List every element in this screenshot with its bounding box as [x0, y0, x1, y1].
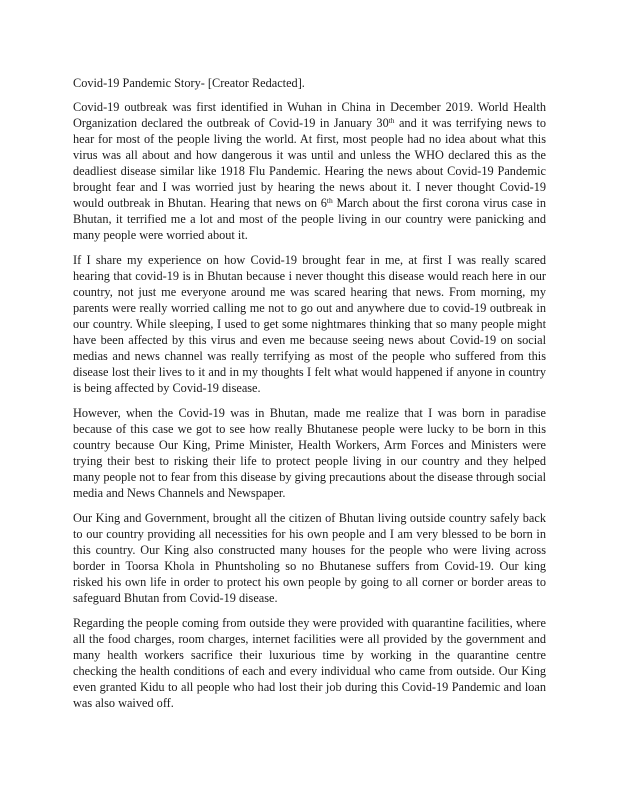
paragraph-text: Our King and Government, brought all the citizen of Bhutan living outside country safely back to our country providing all necessities for his own people and I am very blessed to be born in this country. Our King also constructed many houses for the people who were living across border in Toorsa Khola in Phuntsholing so no Bhutanese suffers from Covid-19. Our king risked his own life in order to protect his own people by going to all corner or border areas to safeguard Bhutan from Covid-19 disease.: [73, 511, 546, 605]
document-page: [73, 75, 546, 720]
paragraph-text: Covid-19 outbreak was first identified in Wuhan in China in December 2019. World Health Organization declared the outbreak of Covid-19 in January 30: [73, 100, 546, 130]
paragraph-1: [73, 99, 546, 243]
ordinal-superscript: th: [326, 196, 333, 205]
paragraph-5: [73, 615, 546, 711]
paragraph-3: [73, 405, 546, 501]
paragraph-text: Regarding the people coming from outside they were provided with quarantine facilities, where all the food charges, room charges, internet facilities were all provided by the government and many health workers sacrifice their luxurious time by working in the quarantine centre checking the health conditions of each and every individual who came from outside. Our King even granted Kidu to all people who had lost their job during this Covid-19 Pandemic and loan was also waived off.: [73, 616, 546, 710]
paragraph-text: If I share my experience on how Covid-19 brought fear in me, at first I was really scared hearing that covid-19 is in Bhutan because i never thought this disease would reach here in our country, not just me everyone around me was scared hearing that news. From morning, my parents were really worried calling me not to go out and anywhere due to covid-19 outbreak in our country. While sleeping, I used to get some nightmares thinking that so many people might have been affected by this virus and even me because seeing news about Covid-19 on social medias and news channel was really terrifying as most of the people who suffered from this disease lost their lives to it and in my thoughts I felt what would happened if anyone in country is being affected by Covid-19 disease.: [73, 253, 546, 395]
paragraph-4: [73, 510, 546, 606]
document-title: Covid-19 Pandemic Story- [Creator Redacted].: [73, 76, 305, 90]
paragraph-text: and it was terrifying news to hear for most of the people living the world. At first, most people had no idea about what this virus was all about and how dangerous it was until and unless the WHO declared this as the deadliest disease similar like 1918 Flu Pandemic. Hearing the news about Covid-19 Pandemic brought fear and I was worried just by hearing the news about it. I never thought Covid-19 would outbreak in Bhutan. Hearing that news on 6: [73, 116, 546, 210]
paragraph-text: March about the first corona virus case in Bhutan, it terrified me a lot and most of the people living in our country were panicking and many people were worried about it.: [73, 196, 546, 242]
ordinal-superscript: th: [388, 116, 395, 125]
paragraph-2: [73, 252, 546, 396]
paragraph-text: However, when the Covid-19 was in Bhutan, made me realize that I was born in paradise because of this case we got to see how really Bhutanese people were lucky to be born in this country because Our King, Prime Minister, Health Workers, Arm Forces and Ministers were trying their best to risking their life to protect people living in our country and they helped many people not to fear from this disease by giving precautions about the disease through social media and News Channels and Newspaper.: [73, 406, 546, 500]
